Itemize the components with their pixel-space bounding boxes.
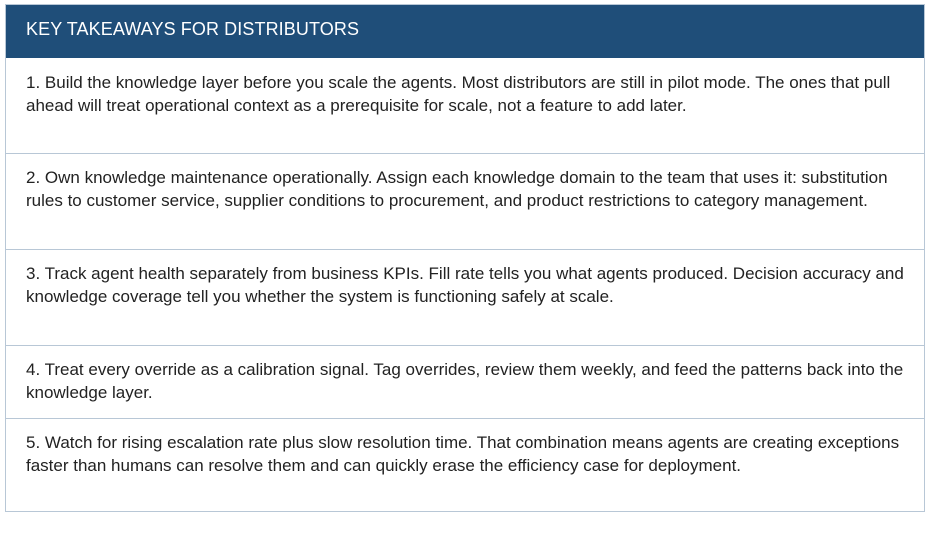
takeaway-item-3 <box>6 249 924 345</box>
takeaway-item-5 <box>6 418 924 513</box>
takeaway-item-2 <box>6 153 924 249</box>
takeaways-panel <box>5 4 925 512</box>
panel-header <box>6 5 924 58</box>
takeaway-item-1 <box>6 58 924 153</box>
takeaway-item-4 <box>6 345 924 418</box>
takeaway-text: 4. Treat every override as a calibration signal. Tag overrides, review them weekly, and feed the patterns back into the knowledge layer. <box>26 360 904 402</box>
takeaway-text: 1. Build the knowledge layer before you scale the agents. Most distributors are still in pilot mode. The ones that pull ahead will treat operational context as a prerequisite for scale, not a feature to add later. <box>26 73 891 115</box>
panel-title: KEY TAKEAWAYS FOR DISTRIBUTORS <box>26 19 360 39</box>
takeaway-text: 5. Watch for rising escalation rate plus slow resolution time. That combination means agents are creating exceptions faster than humans can resolve them and can quickly erase the efficiency case for deployment. <box>26 433 900 475</box>
takeaway-text: 2. Own knowledge maintenance operationally. Assign each knowledge domain to the team that uses it: substitution rules to customer service, supplier conditions to procurement, and product restrictions to category management. <box>26 168 888 210</box>
takeaway-text: 3. Track agent health separately from business KPIs. Fill rate tells you what agents produced. Decision accuracy and knowledge coverage tell you whether the system is functioning safely at scale. <box>26 264 904 306</box>
